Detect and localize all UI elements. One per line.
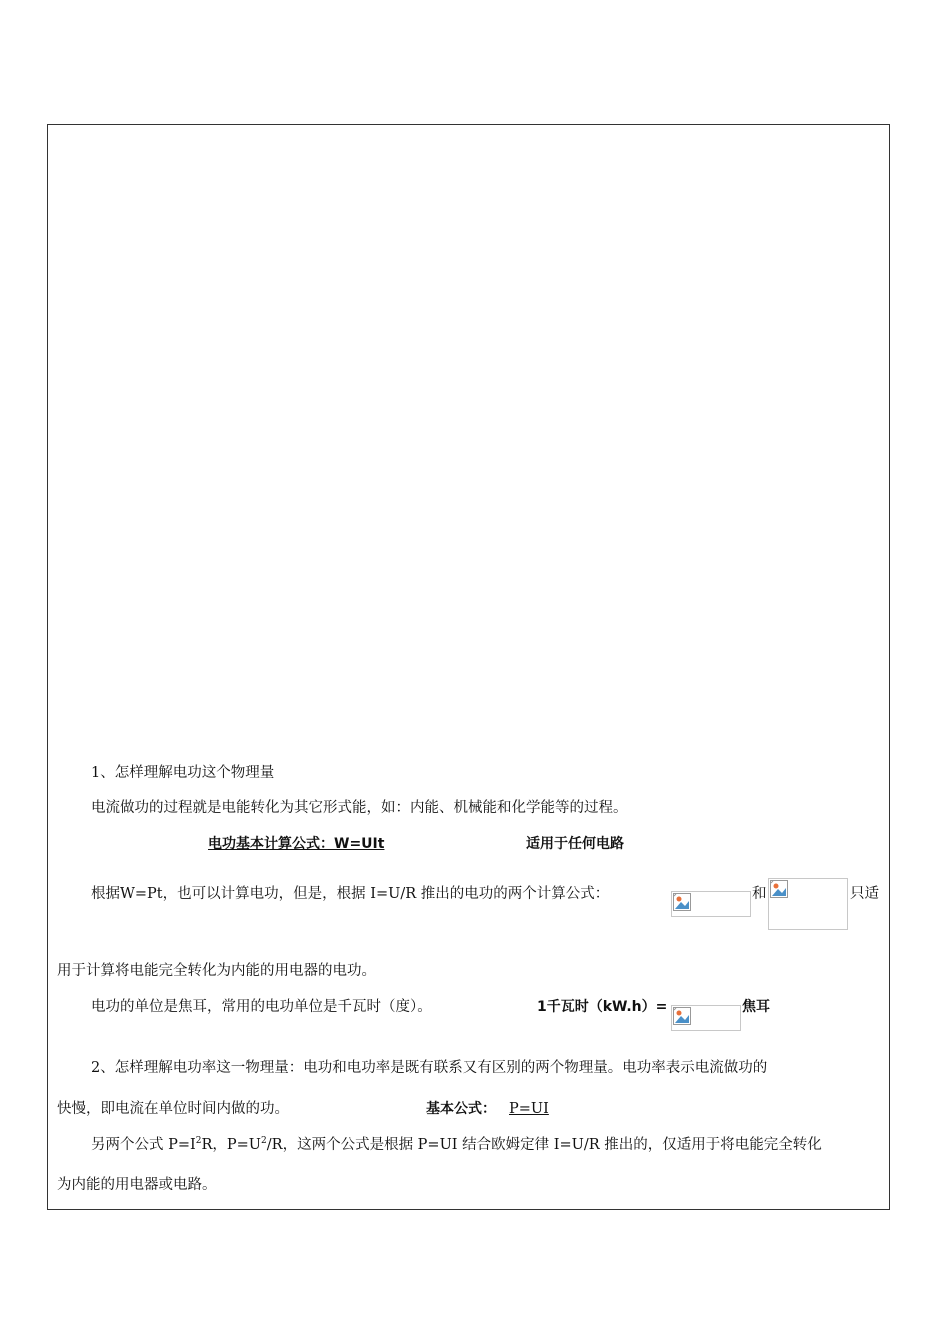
work-formula-scope: 适用于任何电路 — [526, 836, 624, 852]
power-formula: P=UI — [509, 1101, 549, 1117]
kwh-conversion-label: 1千瓦时（kW.h）= — [537, 999, 668, 1015]
other-formulas-text — [91, 1135, 822, 1155]
work-formula-label: 电功基本计算公式：W=UIt — [208, 836, 385, 852]
broken-image-icon — [673, 893, 691, 911]
kwh-unit: 焦耳 — [742, 999, 770, 1015]
other-formulas-part2: R，P=U — [201, 1137, 262, 1153]
other-formulas-part3: /R，这两个公式是根据 P=UI 结合欧姆定律 I=U/R 推出的，仅适用于将电能完全转化 — [266, 1137, 822, 1153]
broken-image-icon — [673, 1007, 691, 1025]
formula-image-1 — [671, 891, 751, 917]
only-applies-text: 只适 — [850, 886, 879, 902]
power-formula-label: 基本公式： — [426, 1101, 496, 1117]
other-formulas-part1: 另两个公式 P=I — [91, 1137, 196, 1153]
section2-paragraph: 2、怎样理解电功率这一物理量：电功和电功率是既有联系又有区别的两个物理量。电功率表示电流做功的 — [91, 1060, 768, 1076]
and-text: 和 — [752, 886, 767, 902]
section2-paragraph-continued: 快慢，即电流在单位时间内做的功。 — [57, 1101, 289, 1117]
content-frame — [47, 124, 890, 1210]
kwh-value-image — [671, 1005, 741, 1031]
section1-paragraph: 电流做功的过程就是电能转化为其它形式能，如：内能、机械能和化学能等的过程。 — [91, 800, 628, 816]
exponent-2: 2 — [261, 1136, 267, 1147]
unit-text: 电功的单位是焦耳，常用的电功单位是千瓦时（度）。 — [91, 999, 432, 1015]
derived-formulas-text: 根据W=Pt，也可以计算电功，但是，根据 I=U/R 推出的电功的两个计算公式： — [91, 886, 610, 902]
derived-formulas-continued: 用于计算将电能完全转化为内能的用电器的电功。 — [57, 963, 376, 979]
exponent-1: 2 — [195, 1136, 202, 1147]
formula-image-2 — [768, 878, 848, 930]
section1-heading: 1、怎样理解电功这个物理量 — [91, 765, 275, 781]
broken-image-icon — [770, 880, 788, 898]
other-formulas-continued: 为内能的用电器或电路。 — [57, 1177, 217, 1193]
